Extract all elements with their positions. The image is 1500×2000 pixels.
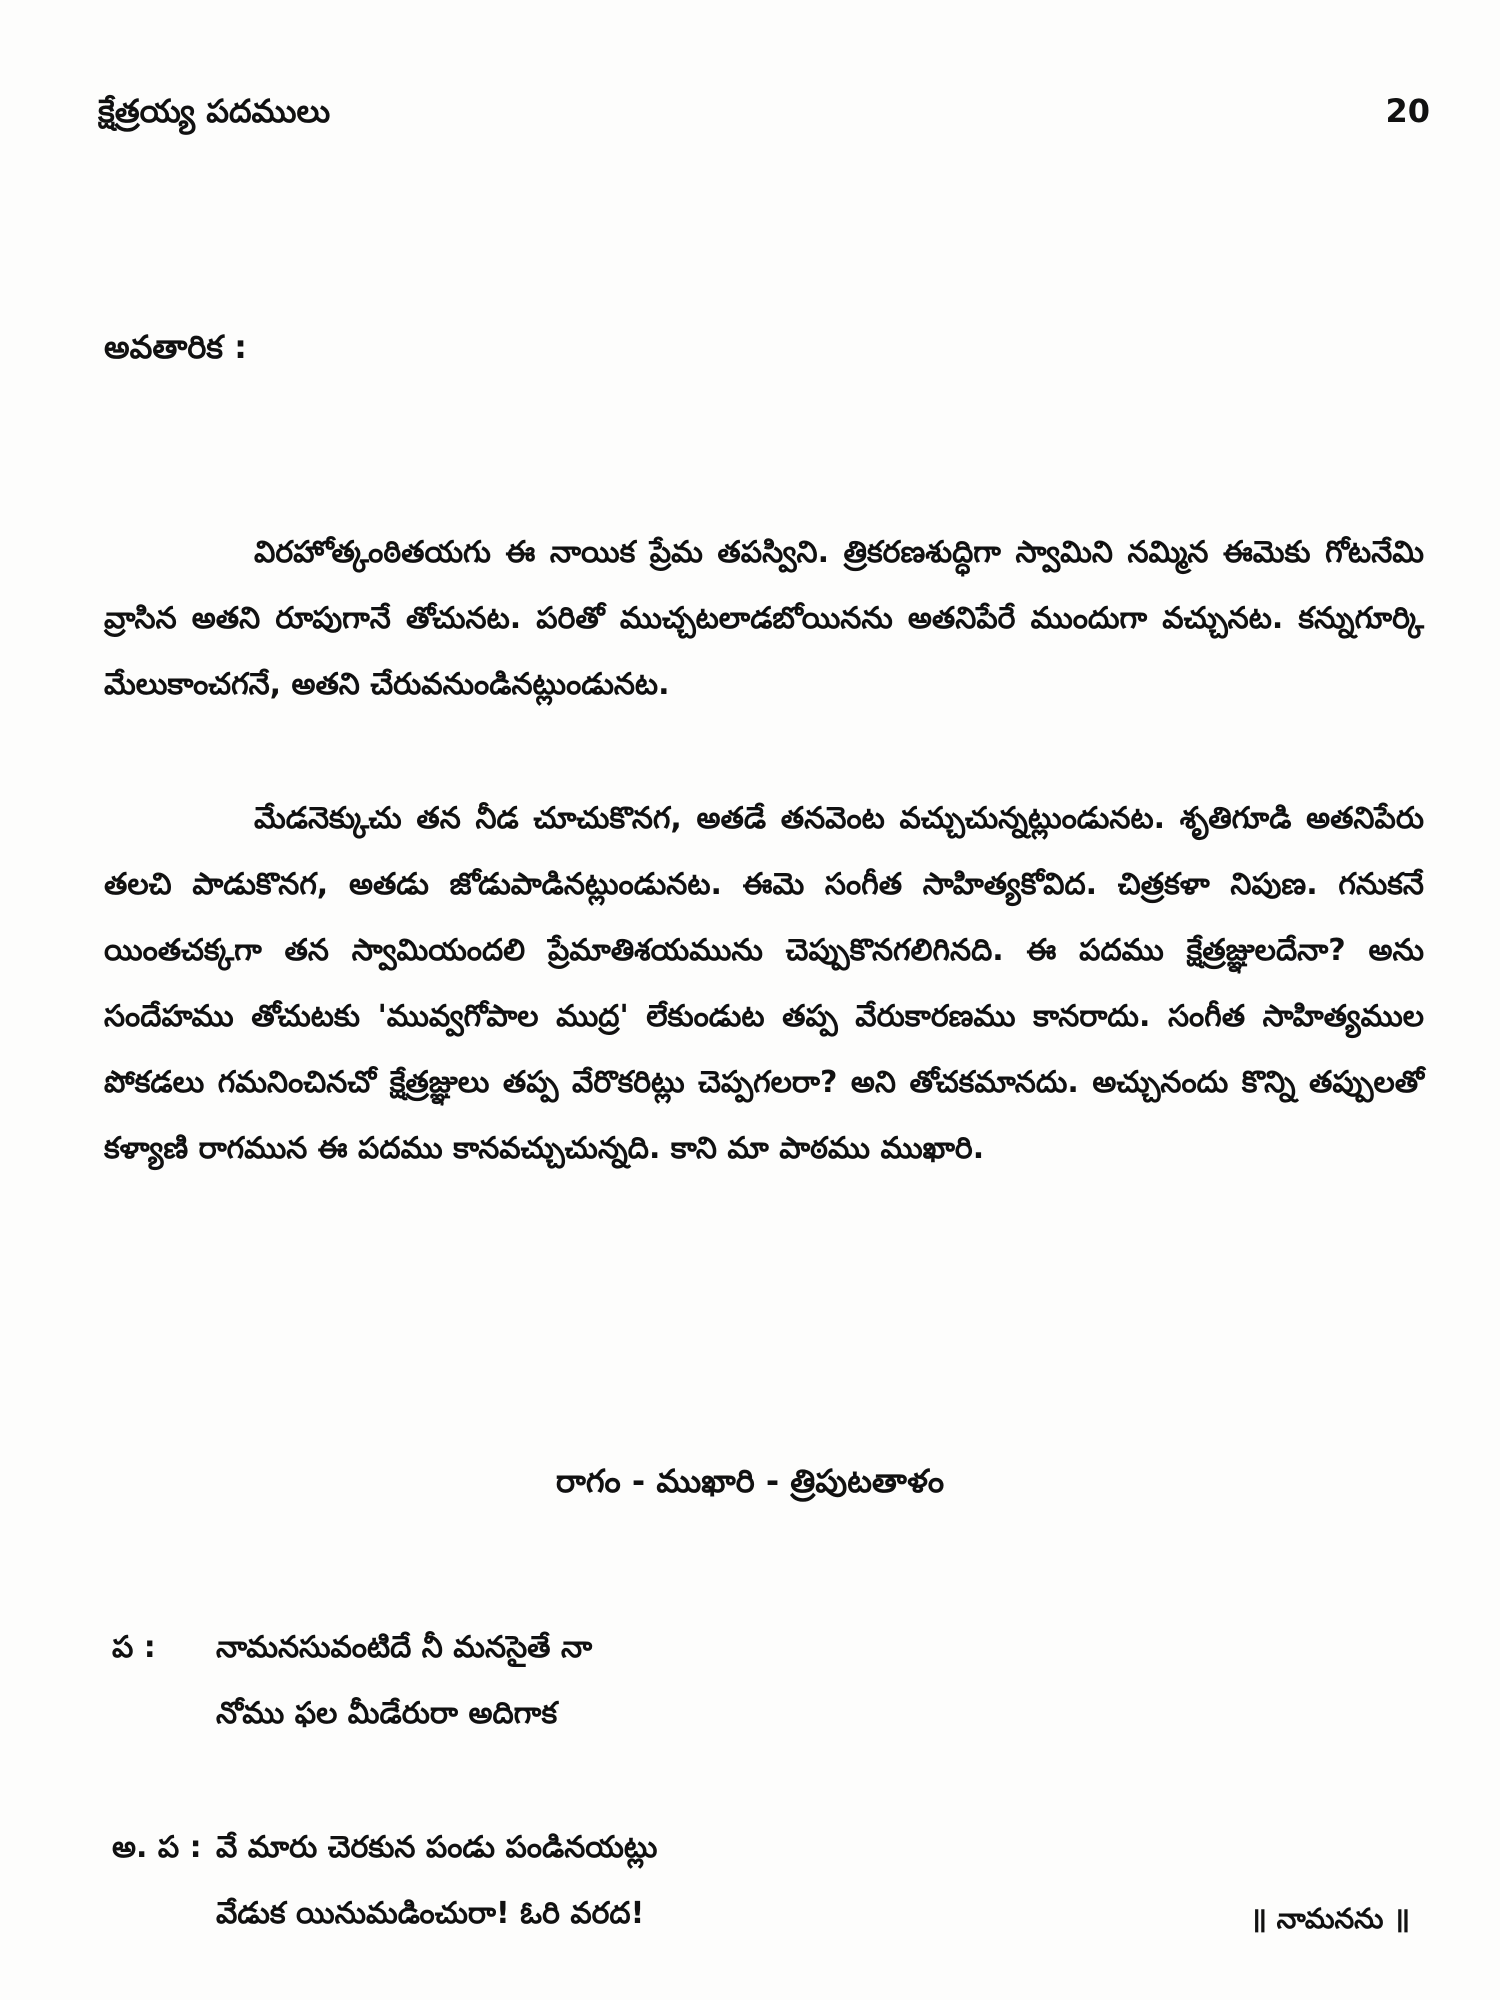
raga-tala-heading: రాగం - ముఖారి - త్రిపుటతాళం [555, 1462, 945, 1500]
anupallavi-line-2 [112, 1884, 1432, 1950]
anupallavi-line-1 [112, 1818, 1432, 1884]
pallavi-block [112, 1618, 1432, 1750]
anupallavi-text-1: వే మారు చెరకున పండు పండినయట్లు [216, 1830, 658, 1865]
intro-paragraph-1: విరహోత్కంఠితయగు ఈ నాయిక ప్రేమ తపస్విని. త్రికరణశుద్ధిగా స్వామిని నమ్మిన ఈమెకు గోటనేమి వ్రాసిన అతని రూపుగానే తోచునట. పరితో ముచ్చటలాడబోయినను అతనిపేరే ముందుగా వచ్చునట. కన్నుగూర్కి మేలుకాంచగనే, అతని చేరువనుండినట్లుండునట. [104, 535, 1424, 702]
anupallavi-block [112, 1818, 1432, 1950]
anupallavi-label: అ. ప : [112, 1830, 202, 1865]
intro-heading: అవతారిక : [104, 328, 247, 366]
page-number: 20 [1385, 92, 1430, 130]
intro-paragraph-2: మేడనెక్కుచు తన నీడ చూచుకొనగ, అతడే తనవెంట వచ్చుచున్నట్లుండునట. శృతిగూడి అతనిపేరు తలచి పాడుకొనగ, అతడు జోడుపాడినట్లుండునట. ఈమె సంగీత సాహిత్యకోవిద. చిత్రకళా నిపుణ. గనుకనే యింతచక్కగా తన స్వామియందలి ప్రేమాతిశయమును చెప్పుకొనగలిగినది. ఈ పదము క్షేత్రజ్ఞులదేనా? అను సందేహము తోచుటకు 'మువ్వగోపాల ముద్ర' లేకుండుట తప్ప వేరుకారణము కానరాదు. సంగీత సాహిత్యముల పోకడలు గమనించినచో క్షేత్రజ్ఞులు తప్ప వేరొకరిట్లు చెప్పగలరా? అని తోచకమానదు. అచ్చునందు కొన్ని తప్పులతో కళ్యాణి రాగమున ఈ పదము కానవచ్చుచున్నది. కాని మా పాఠము ముఖారి. [104, 801, 1424, 1166]
pallavi-line-1 [112, 1618, 1432, 1684]
pallavi-text-2: నోము ఫల మీడేరురా అదిగాక [216, 1696, 558, 1731]
refrain-marker: ॥ నామనను ॥ [1250, 1902, 1410, 1935]
anupallavi-text-2: వేడుక యినుమడించురా! ఓరి వరద! [216, 1896, 645, 1931]
pallavi-label: ప : [112, 1630, 156, 1665]
running-title: క్షేత్రయ్య పదములు [98, 92, 331, 130]
pallavi-text-1: నామనసువంటిదే నీ మనసైతే నా [216, 1630, 593, 1665]
pallavi-line-2 [112, 1684, 1432, 1750]
